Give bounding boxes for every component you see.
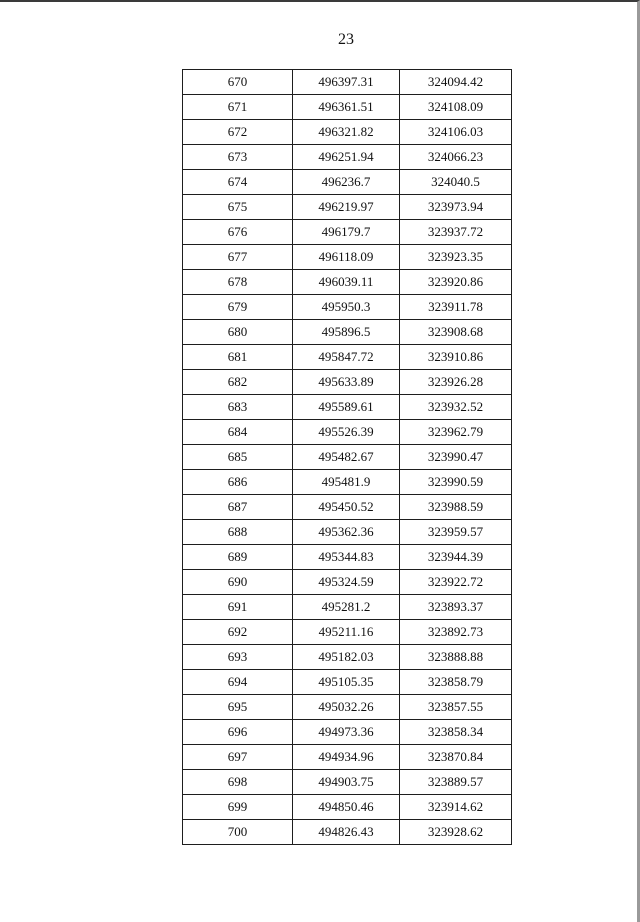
- y-coordinate-cell: 323910.86: [400, 345, 512, 370]
- x-coordinate-cell: 496219.97: [293, 195, 400, 220]
- table-row: [183, 645, 512, 670]
- point-number-cell: 680: [183, 320, 293, 345]
- table-row: [183, 420, 512, 445]
- y-coordinate-cell: 323908.68: [400, 320, 512, 345]
- y-coordinate-cell: 323892.73: [400, 620, 512, 645]
- table-row: [183, 120, 512, 145]
- table-row: [183, 270, 512, 295]
- table-row: [183, 495, 512, 520]
- point-number-cell: 697: [183, 745, 293, 770]
- x-coordinate-cell: 495211.16: [293, 620, 400, 645]
- table-row: [183, 545, 512, 570]
- x-coordinate-cell: 495482.67: [293, 445, 400, 470]
- point-number-cell: 672: [183, 120, 293, 145]
- x-coordinate-cell: 496039.11: [293, 270, 400, 295]
- point-number-cell: 694: [183, 670, 293, 695]
- x-coordinate-cell: 496361.51: [293, 95, 400, 120]
- x-coordinate-cell: 495896.5: [293, 320, 400, 345]
- y-coordinate-cell: 323990.59: [400, 470, 512, 495]
- y-coordinate-cell: 323973.94: [400, 195, 512, 220]
- y-coordinate-cell: 323888.88: [400, 645, 512, 670]
- y-coordinate-cell: 323959.57: [400, 520, 512, 545]
- point-number-cell: 675: [183, 195, 293, 220]
- y-coordinate-cell: 323932.52: [400, 395, 512, 420]
- point-number-cell: 696: [183, 720, 293, 745]
- point-number-cell: 670: [183, 70, 293, 95]
- x-coordinate-cell: 496118.09: [293, 245, 400, 270]
- x-coordinate-cell: 496179.7: [293, 220, 400, 245]
- point-number-cell: 700: [183, 820, 293, 845]
- table-row: [183, 145, 512, 170]
- x-coordinate-cell: 496397.31: [293, 70, 400, 95]
- point-number-cell: 674: [183, 170, 293, 195]
- y-coordinate-cell: 323889.57: [400, 770, 512, 795]
- y-coordinate-cell: 323944.39: [400, 545, 512, 570]
- point-number-cell: 673: [183, 145, 293, 170]
- table-row: [183, 720, 512, 745]
- x-coordinate-cell: 496251.94: [293, 145, 400, 170]
- table-row: [183, 745, 512, 770]
- table-row: [183, 170, 512, 195]
- x-coordinate-cell: 495182.03: [293, 645, 400, 670]
- y-coordinate-cell: 323914.62: [400, 795, 512, 820]
- table-row: [183, 195, 512, 220]
- point-number-cell: 677: [183, 245, 293, 270]
- page-number: 23: [338, 31, 354, 48]
- point-number-cell: 698: [183, 770, 293, 795]
- y-coordinate-cell: 323937.72: [400, 220, 512, 245]
- y-coordinate-cell: 323988.59: [400, 495, 512, 520]
- table-row: [183, 670, 512, 695]
- x-coordinate-cell: 495633.89: [293, 370, 400, 395]
- point-number-cell: 679: [183, 295, 293, 320]
- x-coordinate-cell: 495362.36: [293, 520, 400, 545]
- table-row: [183, 95, 512, 120]
- table-row: [183, 520, 512, 545]
- point-number-cell: 686: [183, 470, 293, 495]
- point-number-cell: 676: [183, 220, 293, 245]
- x-coordinate-cell: 495950.3: [293, 295, 400, 320]
- x-coordinate-cell: 495847.72: [293, 345, 400, 370]
- x-coordinate-cell: 495481.9: [293, 470, 400, 495]
- table-row: [183, 320, 512, 345]
- x-coordinate-cell: 494903.75: [293, 770, 400, 795]
- y-coordinate-cell: 323857.55: [400, 695, 512, 720]
- table-row: [183, 470, 512, 495]
- table-row: [183, 445, 512, 470]
- point-number-cell: 684: [183, 420, 293, 445]
- x-coordinate-cell: 495281.2: [293, 595, 400, 620]
- table-row: [183, 395, 512, 420]
- y-coordinate-cell: 323870.84: [400, 745, 512, 770]
- y-coordinate-cell: 324040.5: [400, 170, 512, 195]
- point-number-cell: 692: [183, 620, 293, 645]
- table-row: [183, 695, 512, 720]
- y-coordinate-cell: 323926.28: [400, 370, 512, 395]
- y-coordinate-cell: 324108.09: [400, 95, 512, 120]
- point-number-cell: 681: [183, 345, 293, 370]
- table-row: [183, 295, 512, 320]
- table-row: [183, 770, 512, 795]
- point-number-cell: 689: [183, 545, 293, 570]
- point-number-cell: 678: [183, 270, 293, 295]
- coordinates-table: [182, 69, 512, 845]
- x-coordinate-cell: 494973.36: [293, 720, 400, 745]
- x-coordinate-cell: 495344.83: [293, 545, 400, 570]
- table-row: [183, 70, 512, 95]
- point-number-cell: 695: [183, 695, 293, 720]
- y-coordinate-cell: 323893.37: [400, 595, 512, 620]
- x-coordinate-cell: 495105.35: [293, 670, 400, 695]
- point-number-cell: 691: [183, 595, 293, 620]
- x-coordinate-cell: 494934.96: [293, 745, 400, 770]
- y-coordinate-cell: 324106.03: [400, 120, 512, 145]
- x-coordinate-cell: 495526.39: [293, 420, 400, 445]
- x-coordinate-cell: 496236.7: [293, 170, 400, 195]
- y-coordinate-cell: 324094.42: [400, 70, 512, 95]
- table-row: [183, 795, 512, 820]
- table-row: [183, 820, 512, 845]
- x-coordinate-cell: 496321.82: [293, 120, 400, 145]
- point-number-cell: 690: [183, 570, 293, 595]
- x-coordinate-cell: 495324.59: [293, 570, 400, 595]
- point-number-cell: 699: [183, 795, 293, 820]
- point-number-cell: 687: [183, 495, 293, 520]
- y-coordinate-cell: 323920.86: [400, 270, 512, 295]
- point-number-cell: 683: [183, 395, 293, 420]
- x-coordinate-cell: 495032.26: [293, 695, 400, 720]
- y-coordinate-cell: 323911.78: [400, 295, 512, 320]
- table-row: [183, 345, 512, 370]
- coordinates-table-body: [183, 70, 512, 845]
- y-coordinate-cell: 323858.79: [400, 670, 512, 695]
- x-coordinate-cell: 495589.61: [293, 395, 400, 420]
- y-coordinate-cell: 323990.47: [400, 445, 512, 470]
- table-row: [183, 245, 512, 270]
- y-coordinate-cell: 323928.62: [400, 820, 512, 845]
- point-number-cell: 671: [183, 95, 293, 120]
- table-row: [183, 570, 512, 595]
- point-number-cell: 693: [183, 645, 293, 670]
- y-coordinate-cell: 323923.35: [400, 245, 512, 270]
- y-coordinate-cell: 323922.72: [400, 570, 512, 595]
- table-row: [183, 620, 512, 645]
- y-coordinate-cell: 324066.23: [400, 145, 512, 170]
- point-number-cell: 685: [183, 445, 293, 470]
- table-row: [183, 370, 512, 395]
- y-coordinate-cell: 323962.79: [400, 420, 512, 445]
- y-coordinate-cell: 323858.34: [400, 720, 512, 745]
- point-number-cell: 682: [183, 370, 293, 395]
- point-number-cell: 688: [183, 520, 293, 545]
- table-row: [183, 220, 512, 245]
- x-coordinate-cell: 494850.46: [293, 795, 400, 820]
- table-row: [183, 595, 512, 620]
- x-coordinate-cell: 495450.52: [293, 495, 400, 520]
- x-coordinate-cell: 494826.43: [293, 820, 400, 845]
